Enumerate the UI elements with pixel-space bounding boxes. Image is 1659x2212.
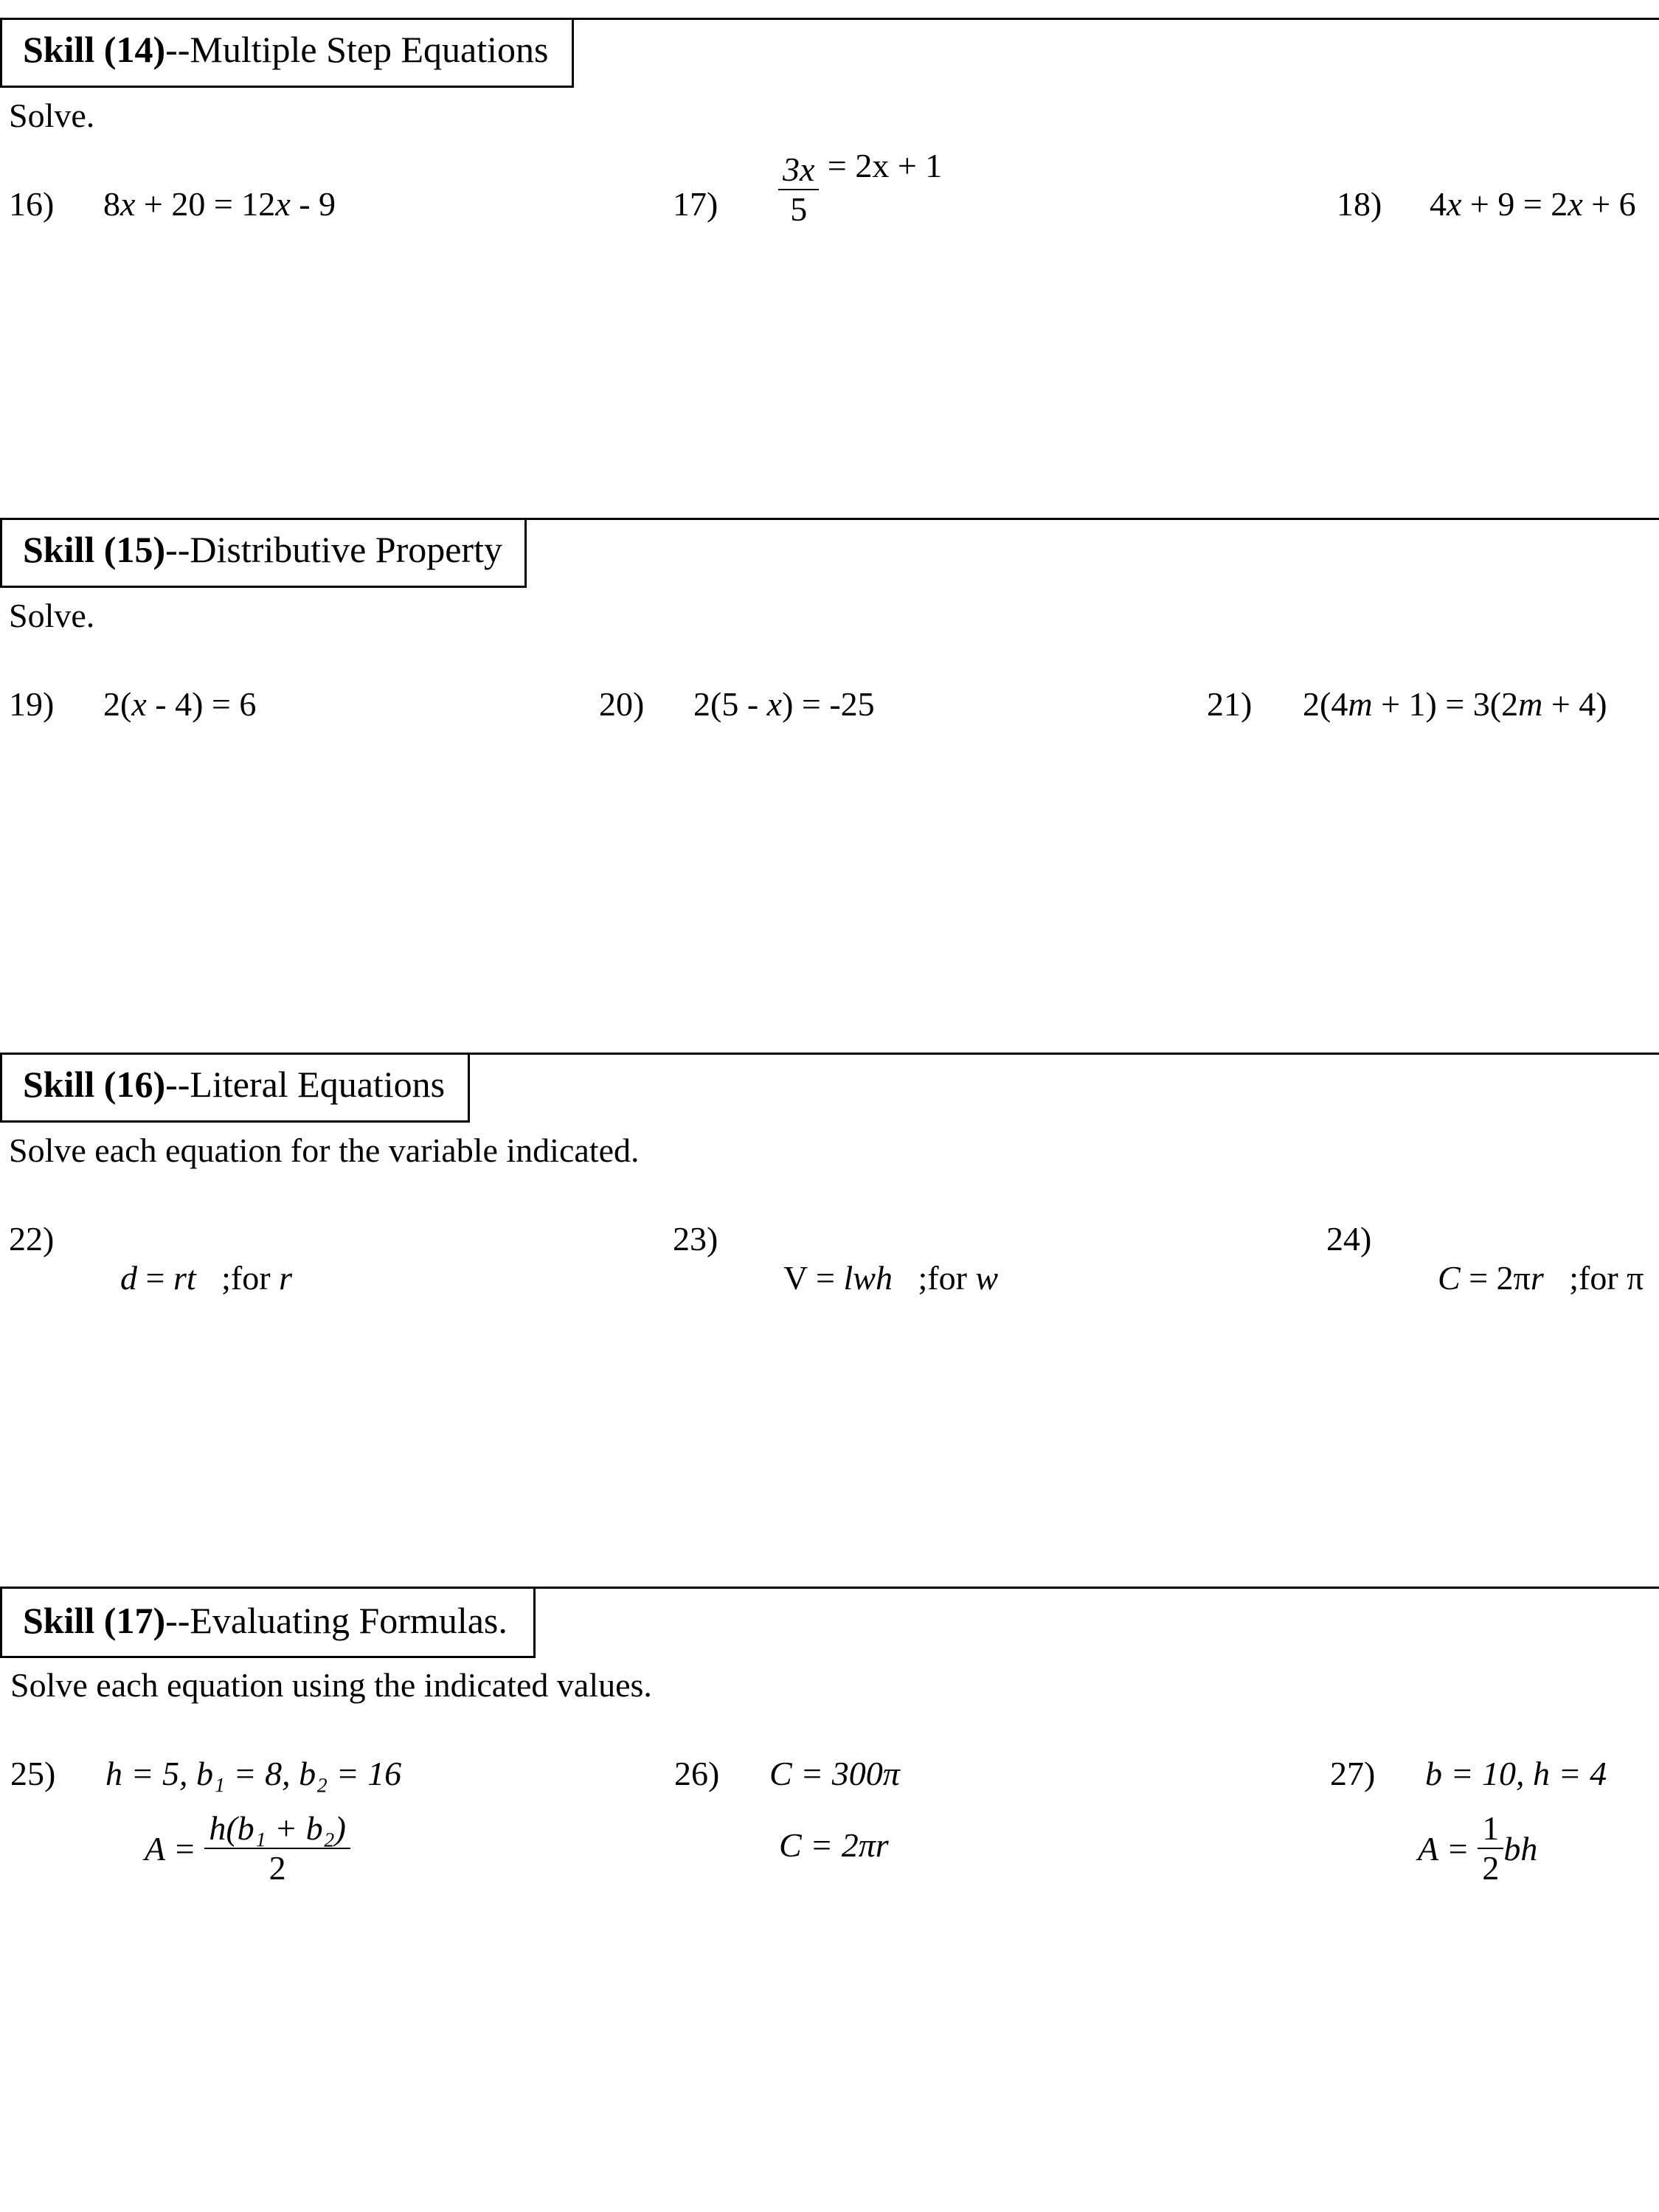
instruction-text: Solve each equation using the indicated values.	[10, 1666, 652, 1704]
skill-number: Skill (17)	[23, 1600, 166, 1641]
problem-number: 17)	[673, 185, 718, 223]
problem-equation: C = 2πr ;for π	[1438, 1259, 1644, 1297]
instruction-text: Solve.	[9, 97, 95, 134]
fraction: $\frac{1}{2}$	[1478, 1811, 1503, 1887]
skill-number: Skill (15)	[23, 529, 166, 570]
problem-number: 18)	[1337, 185, 1382, 223]
given-values: b = 10, h = 4	[1425, 1755, 1607, 1792]
problem-equation: $\frac{3x}{5}$ = 2x + 1	[778, 146, 942, 228]
skill-number: Skill (16)	[23, 1064, 166, 1105]
fraction: $\frac{\text{h(b₁ + b₂)}}{2}$	[204, 1811, 350, 1887]
skill-header	[0, 1587, 536, 1658]
skill-header	[0, 518, 527, 588]
skill-title: --Evaluating Formulas.	[165, 1600, 508, 1641]
problem-equation: d = rt ;for r	[120, 1259, 292, 1297]
skill-title: --Literal Equations	[165, 1064, 446, 1105]
formula: A = $\frac{1}{2}$ bh	[1418, 1809, 1538, 1887]
skill-number: Skill (14)	[23, 29, 166, 70]
instruction-text: Solve each equation for the variable indicated.	[9, 1131, 640, 1169]
fraction: $\frac{3x}{5}$	[778, 152, 819, 228]
problem-equation: V = lwh ;for w	[783, 1259, 999, 1297]
problem-number: 25)	[10, 1755, 56, 1792]
given-values: C = 300π	[769, 1755, 900, 1792]
problem-number: 26)	[674, 1755, 720, 1792]
formula: A = $\frac{\text{h(b₁ + b₂)}}{2}$	[145, 1811, 350, 1887]
skill-title: --Multiple Step Equations	[165, 29, 549, 70]
problem-number: 21)	[1207, 685, 1253, 723]
skill-header	[0, 1053, 470, 1123]
problem-number: 20)	[599, 685, 645, 723]
problem-equation: 2(4m + 1) = 3(2m + 4)	[1303, 685, 1607, 723]
problem-equation: 4x + 9 = 2x + 6	[1430, 185, 1636, 223]
given-values: h = 5, b₁ = 8, b₂ = 16	[105, 1755, 402, 1792]
problem-number: 24)	[1326, 1220, 1372, 1258]
problem-equation: 8x + 20 = 12x - 9	[103, 185, 336, 223]
problem-number: 19)	[9, 685, 55, 723]
skill-title: --Distributive Property	[165, 529, 502, 570]
problem-number: 23)	[673, 1220, 718, 1258]
problem-number: 27)	[1330, 1755, 1376, 1792]
skill-header	[0, 18, 574, 88]
problem-equation: 2(5 - x) = -25	[693, 685, 875, 723]
formula: C = 2πr	[779, 1826, 889, 1864]
problem-equation: 2(x - 4) = 6	[103, 685, 257, 723]
problem-number: 22)	[9, 1220, 55, 1258]
instruction-text: Solve.	[9, 597, 95, 634]
problem-number: 16)	[9, 185, 55, 223]
